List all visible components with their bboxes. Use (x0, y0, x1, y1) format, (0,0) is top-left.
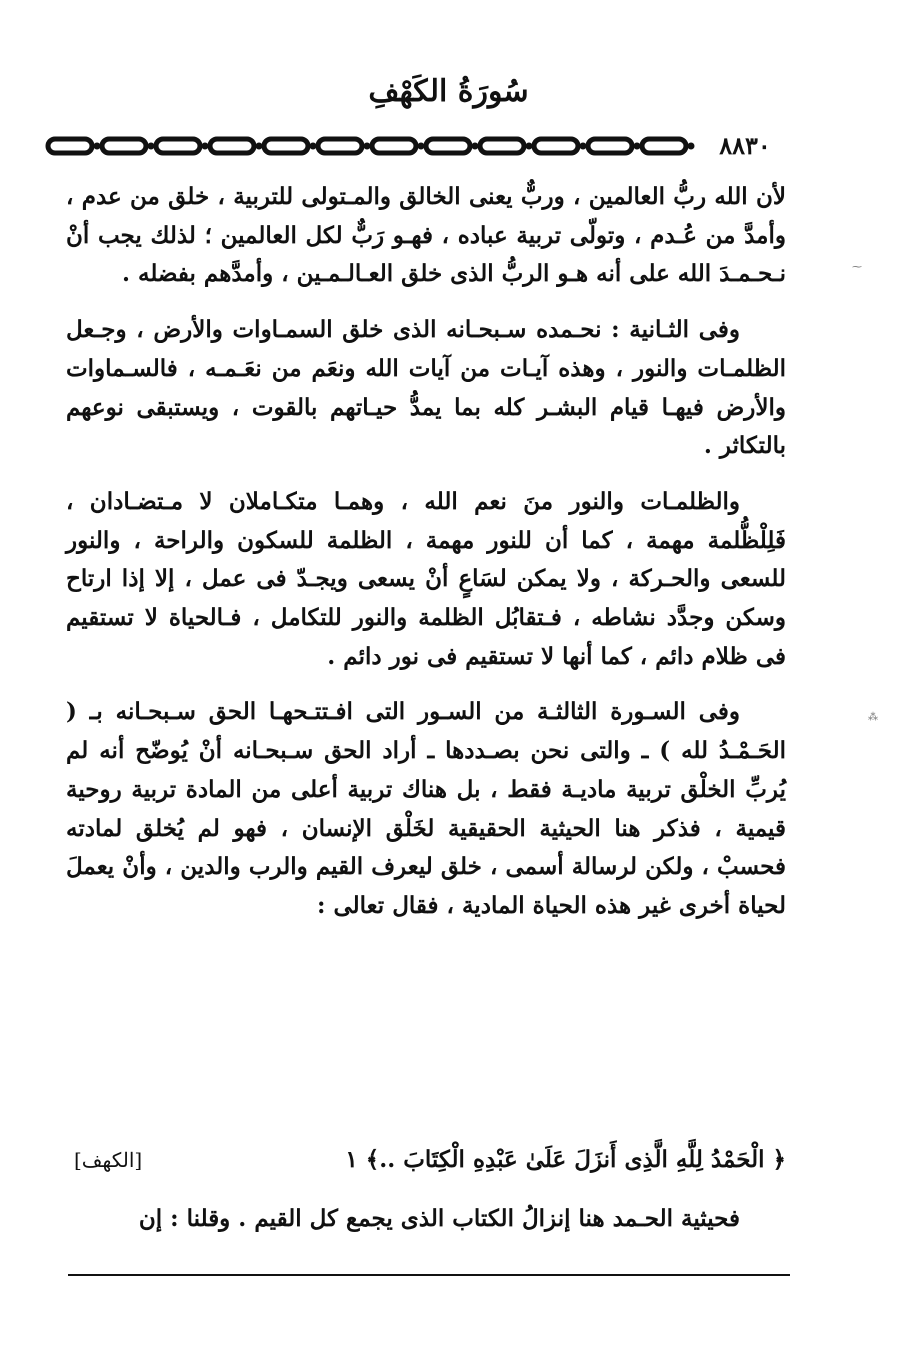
paragraph-3: والظلمـات والنور منَ نعم الله ، وهمـا متكـاملان لا مـتضـادان ، فَلِلْظُّلمة مهمة ، كما أن للنور مهمة ، الظلمة للسكون والراحة ، والنور للسعى والحـركة ، ولا يمكن لسَاعٍ أنْ يسعى ويجـدّ فى عمل ، إلا إذا ارتاح وسكن وجدَّد نشاطه ، فـتقابُل الظلمة والنور للتكامل ، فـالحياة لا تستقيم فى ظلام دائم ، كما أنها لا تستقيم فى نور دائم . (66, 487, 786, 670)
chain-dot (256, 143, 263, 150)
quran-verse-block (66, 1142, 786, 1182)
chain-dot (202, 143, 209, 150)
surah-title: سُورَةُ الكَهْفِ (368, 74, 529, 109)
chain-link (642, 139, 686, 153)
chain-dot (688, 143, 695, 150)
surah-reference: [الكهف] (74, 1148, 143, 1172)
closing-line: فحيثية الحـمد هنا إنزالُ الكتاب الذى يجمع كل القيم . وقلنا : إن (138, 1205, 740, 1232)
chain-dot (310, 143, 317, 150)
page-number: ٨٨٣٠ (709, 131, 781, 161)
chain-link (318, 139, 362, 153)
paragraph-4: وفى السـورة الثالثـة من السـور التى افـتتـحهـا الحق سـبحـانه بـ ( الحَـمْـدُ لله ) ـ والتى نحن بصـددها ـ أراد الحق سـبحـانه أنْ يُوضّح أنه لم يُربِّ الخلْق تربية ماديـة فقط ، بل هناك تربية أعلى من المادة تربية روحية قيمية ، فذكر هنا الحيثية الحقيقية لخَلْق الإنسان ، فهو لم يُخلق لمادته فحسبْ ، ولكن لرسالة أسمى ، خلق ليعرف القيم والرب والدين ، وأنْ يعملَ لحياة أخرى غير هذه الحياة المادية ، فقال تعالى : (66, 698, 786, 919)
chain-dot (580, 143, 587, 150)
chain-ornament (44, 132, 814, 160)
commentary-text (66, 178, 786, 943)
header-ornament-band (44, 132, 814, 160)
chain-link (102, 139, 146, 153)
chain-link (264, 139, 308, 153)
quran-verse-text (345, 1146, 786, 1173)
paragraph-1: لأن الله ربُّ العالمين ، وربٌّ يعنى الخالق والمـتولى للتربية ، خلق من عدم ، وأمدَّ من عُـدم ، وتولّى تربية عباده ، فهـو رَبٌّ لكل العالمين ؛ لذلك يجب أنْ نـحـمـدَ الله على أنه هـو الربُّ الذى خلق العـالـمـين ، وأمدَّهم بفضله . (66, 183, 786, 288)
chain-link (48, 139, 92, 153)
ayah-number: ١ (345, 1146, 358, 1173)
margin-smudge: ⁓ (852, 262, 862, 273)
chain-dot (634, 143, 641, 150)
chain-dot (472, 143, 479, 150)
chain-link (426, 139, 470, 153)
paragraph-2: وفى الثـانية : نحـمده سـبحـانه الذى خلق السمـاوات والأرض ، وجـعل الظلمـات والنور ، وهذه آيـات من آيات الله ونعَم من نعَـمـه ، فالسـماوات والأرض فيهـا قيام البشـر كله بما يمدُّ حيـاتهم بالقوت ، ويستبقى نوعهم بالتكاثر . (66, 316, 786, 460)
chain-link (372, 139, 416, 153)
chain-dot (94, 143, 101, 150)
chain-dot (418, 143, 425, 150)
chain-dot (364, 143, 371, 150)
chain-dot (148, 143, 155, 150)
footer-rule (68, 1274, 790, 1276)
chain-dot (526, 143, 533, 150)
chain-link (480, 139, 524, 153)
margin-smudge: ⁂ (868, 712, 878, 723)
chain-link (156, 139, 200, 153)
chain-link (534, 139, 578, 153)
chain-link (588, 139, 632, 153)
chain-link (210, 139, 254, 153)
verse-words: ﴿ الْحَمْدُ لِلَّهِ الَّذِى أَنزَلَ عَلَىٰ عَبْدِهِ الْكِتَابَ ..﴾ (365, 1146, 786, 1173)
